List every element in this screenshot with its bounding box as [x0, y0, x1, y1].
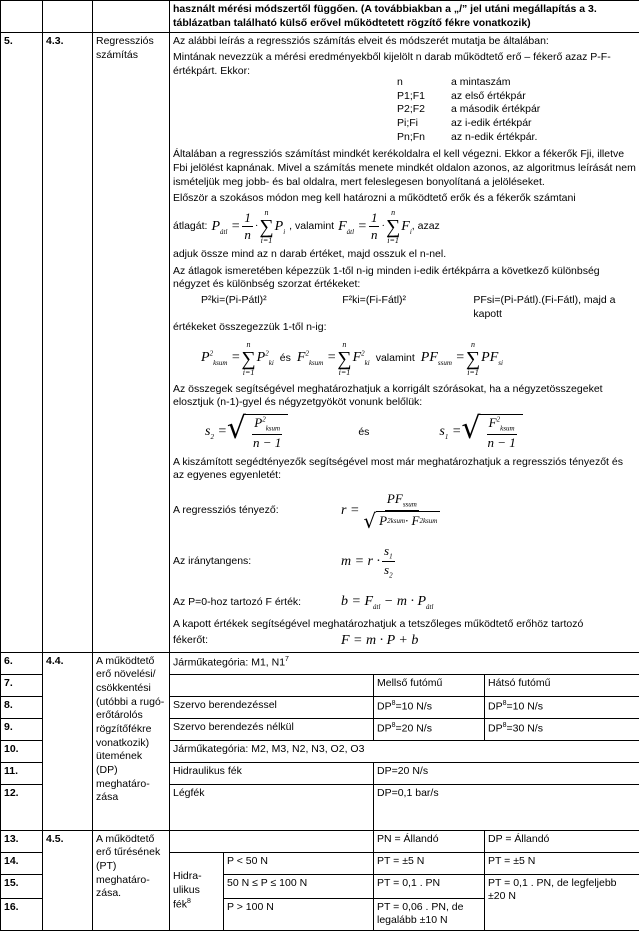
- noservo-label: Szervo berendezés nélkül: [170, 718, 374, 740]
- p-mean-formula: $P_{átl}$ =: [211, 218, 240, 237]
- section-title-regression: Regressziós számítás: [93, 33, 170, 652]
- legend-desc: a második értékpár: [451, 103, 540, 117]
- regression-content: [170, 33, 639, 652]
- regression-coef-formula: A regressziós tényező: r = $PF_{ssum}$ √ P 2 ksum · F 2 ksum: [173, 491, 636, 531]
- final-formula: fékerőt: F = m · P + b: [173, 632, 636, 650]
- f-square-formula: F²ki=(Fi-Fátl)²: [332, 294, 473, 321]
- pt-range-2-dp: PT = 0,1 . PN, de legfeljebb ±20 N: [485, 874, 639, 930]
- sum-formulas: $P^2_{ksum}$ = n ∑ i=1 $P^2_{ki}$ és $F^2_{ksum}$ = n ∑ i=1 $F^2_{ki}$ valamint $PF_{ssum}$ = n ∑ i=1 $PF_{si}$: [201, 341, 636, 377]
- cat1-text: Járműkategória: M1, N1: [173, 656, 285, 668]
- pn-constant-header: PN = Állandó: [374, 830, 485, 852]
- azaz-text: , azaz: [412, 220, 440, 234]
- row-num-6: 6.: [1, 652, 43, 674]
- row-num-8: 8.: [1, 696, 43, 718]
- front-axle-header: Mellső futómű: [374, 674, 485, 696]
- row-num-15: 15.: [1, 874, 43, 898]
- legend-sym: n: [397, 76, 451, 90]
- legend-sym: P1;F1: [397, 90, 451, 104]
- continuation-text: használt mérési módszertől függően. (A továbbiakban a „/” jel utáni megállapítás a 3. táblázatban található külső erővel működtetett rögzítő fékre vonatkozik): [170, 1, 639, 33]
- category-m2-o3: Járműkategória: M2, M3, N2, N3, O2, O3: [170, 740, 639, 762]
- both-sides-note: Általában a regressziós számítást mindkét kerékoldalra el kell végezni. Ekkor a fékerők Fji, illetve Fbi jelölést kapnának. Mivel a számítás menete mindkét oldalon azonos, az algoritmus leírását nem ismételjük meg jobb- és bal oldalra, mert feleslegesen bonyolítaná a jelöléseket.: [173, 148, 636, 189]
- row-num-5: 5.: [1, 33, 43, 652]
- sum-intro: értékeket összegezzük 1-től n-ig:: [173, 321, 636, 335]
- row-num-9: 9.: [1, 718, 43, 740]
- section-title-dp: A működtető erő növelési/ csökkentési (utóbbi a rugó-erőtárolós rögzítőfékre vonatkozik) ütemének (DP) meghatáro-zása: [93, 652, 170, 830]
- row-num-14: 14.: [1, 852, 43, 874]
- pt-range-1: P < 50 N: [224, 852, 374, 874]
- pt-range-3: P > 100 N: [224, 898, 374, 930]
- pt-range-2: 50 N ≤ P ≤ 100 N: [224, 874, 374, 898]
- sample-definition: Mintának nevezzük a mérési eredményekből kijelölt n darab működtető erő – fékerő azaz P-F-értékpárt. Ekkor:: [173, 51, 636, 78]
- category-m1-n1: [170, 652, 639, 674]
- pt-range-1-dp: PT = ±5 N: [485, 852, 639, 874]
- noservo-front-value: $DP^8=20$ N/s: [374, 718, 485, 740]
- std-formulas: $s_2$ = √ $\frac{P^2_{ksum}}{n - 1}$ és $s_1$ = √ $\frac{F^2_{ksum}}{n - 1}$: [205, 414, 636, 452]
- legend-desc: az i-edik értékpár: [451, 117, 540, 131]
- pt-range-2-pn: PT = 0,1 . PN: [374, 874, 485, 898]
- servo-label: Szervo berendezéssel: [170, 696, 374, 718]
- cont-sect: [43, 1, 93, 33]
- air-brake-value: DP=0,1 bar/s: [374, 784, 639, 830]
- sqrt-f: √ $\frac{F^2_{ksum}}{n - 1}$: [461, 414, 522, 452]
- iran-label: Az iránytangens:: [173, 555, 341, 569]
- p0-label: Az P=0-hoz tartozó F érték:: [173, 596, 341, 610]
- hydraulic-value: DP=20 N/s: [374, 762, 639, 784]
- cat1-footnote: 7: [285, 656, 289, 663]
- legend-desc: az első értékpár: [451, 90, 540, 104]
- air-brake-label: Légfék: [170, 784, 374, 830]
- slope-formula: Az iránytangens: m = r · $\frac{s_1}{s_2}$: [173, 543, 636, 581]
- es2-text: és: [358, 426, 369, 440]
- section-4-5: 4.5.: [43, 830, 93, 930]
- fekerot-label: fékerőt:: [173, 634, 341, 648]
- pt-range-1-pn: PT = ±5 N: [374, 852, 485, 874]
- section-title-pt: A működtető erő tűrésének (PT) meghatáro-zása.: [93, 830, 170, 930]
- cont-num: [1, 1, 43, 33]
- row-num-7: 7.: [1, 674, 43, 696]
- legend-sym: P2;F2: [397, 103, 451, 117]
- row-num-13: 13.: [1, 830, 43, 852]
- valamint-text: , valamint: [289, 220, 334, 234]
- fraction-1-n: $\frac{1}{n}$: [242, 210, 253, 245]
- f-mean-formula: $F_{átl}$ =: [338, 218, 367, 237]
- hydraulic-footnote: 8: [187, 898, 191, 905]
- noservo-rear-value: $DP^8=30$ N/s: [485, 718, 639, 740]
- intercept-formula: Az P=0-hoz tartozó F érték: $b = F_{átl} - m \cdot P_{átl}$: [173, 593, 636, 612]
- mean-explanation: adjuk össze mind az n darab értéket, majd osszuk el n-nel.: [173, 248, 636, 262]
- hydraulic-brake-label: Hidra-ulikus fék: [173, 870, 202, 911]
- empty-pt-header: [170, 830, 374, 852]
- servo-rear-value: $DP^8=10$ N/s: [485, 696, 639, 718]
- legend-desc: a mintaszám: [451, 76, 540, 90]
- empty-header: [170, 674, 374, 696]
- diff-intro: Az átlagok ismeretében képezzük 1-től n-ig minden i-edik értékpárra a következő különbség négyzet és különbség szorzat értékeket:: [173, 265, 636, 292]
- cont-title: [93, 1, 170, 33]
- row-num-16: 16.: [1, 898, 43, 930]
- regression-intro: Az alábbi leírás a regressziós számítás elveit és módszerét mutatja be általában:: [173, 35, 636, 49]
- hydraulic-brake-cell: [170, 852, 224, 930]
- sample-legend: [397, 76, 540, 144]
- section-4-4: 4.4.: [43, 652, 93, 830]
- row-num-10: 10.: [1, 740, 43, 762]
- reg-label: A regressziós tényező:: [173, 504, 341, 518]
- regression-intro-2: A kiszámított segédtényezők segítségével most már meghatározhatjuk a regressziós tényezőt és az egyenes egyenletét:: [173, 456, 636, 483]
- legend-sym: Pi;Fi: [397, 117, 451, 131]
- servo-front-value: $DP^8=10$ N/s: [374, 696, 485, 718]
- p-square-formula: P²ki=(Pi-Pátl)²: [173, 294, 332, 321]
- square-formulas: [173, 294, 636, 321]
- mean-label: átlagát:: [173, 220, 207, 234]
- pt-range-3-pn: PT = 0,06 . PN, de legalább ±10 N: [374, 898, 485, 930]
- mean-intro: Először a szokásos módon meg kell határozni a működtető erők és a fékerők számtani: [173, 192, 636, 206]
- std-intro: Az összegek segítségével meghatározhatjuk a korrigált szórásokat, ha a négyzetösszegeket elosztjuk (n-1)-gyel és négyzetgyököt vonunk belőlük:: [173, 383, 636, 410]
- row-num-11: 11.: [1, 762, 43, 784]
- sum-symbol: n ∑ i=1: [259, 209, 273, 245]
- section-4-3: 4.3.: [43, 33, 93, 652]
- dp-constant-header: DP = Állandó: [485, 830, 639, 852]
- row-num-12: 12.: [1, 784, 43, 830]
- es-text: és: [280, 352, 291, 366]
- mean-formulas: átlagát: $P_{átl}$ = $\frac{1}{n}$ · n ∑ i=1 $P_i$ , valamint $F_{átl}$ = $\frac{1}{n}$ · n ∑ i=1 $F_i$ , azaz: [173, 209, 636, 245]
- sqrt-p: √ $\frac{P^2_{ksum}}{n - 1}$: [227, 414, 288, 452]
- rear-axle-header: Hátsó futómű: [485, 674, 639, 696]
- product-formula: PFsi=(Pi-Pátl).(Fi-Fátl), majd a kapott: [473, 294, 636, 321]
- legend-sym: Pn;Fn: [397, 131, 451, 145]
- valamint2-text: valamint: [376, 352, 415, 366]
- legend-desc: az n-edik értékpár.: [451, 131, 540, 145]
- hydraulic-label: Hidraulikus fék: [170, 762, 374, 784]
- final-intro: A kapott értékek segítségével meghatározhatjuk a tetszőleges működtető erőhöz tartozó: [173, 618, 636, 632]
